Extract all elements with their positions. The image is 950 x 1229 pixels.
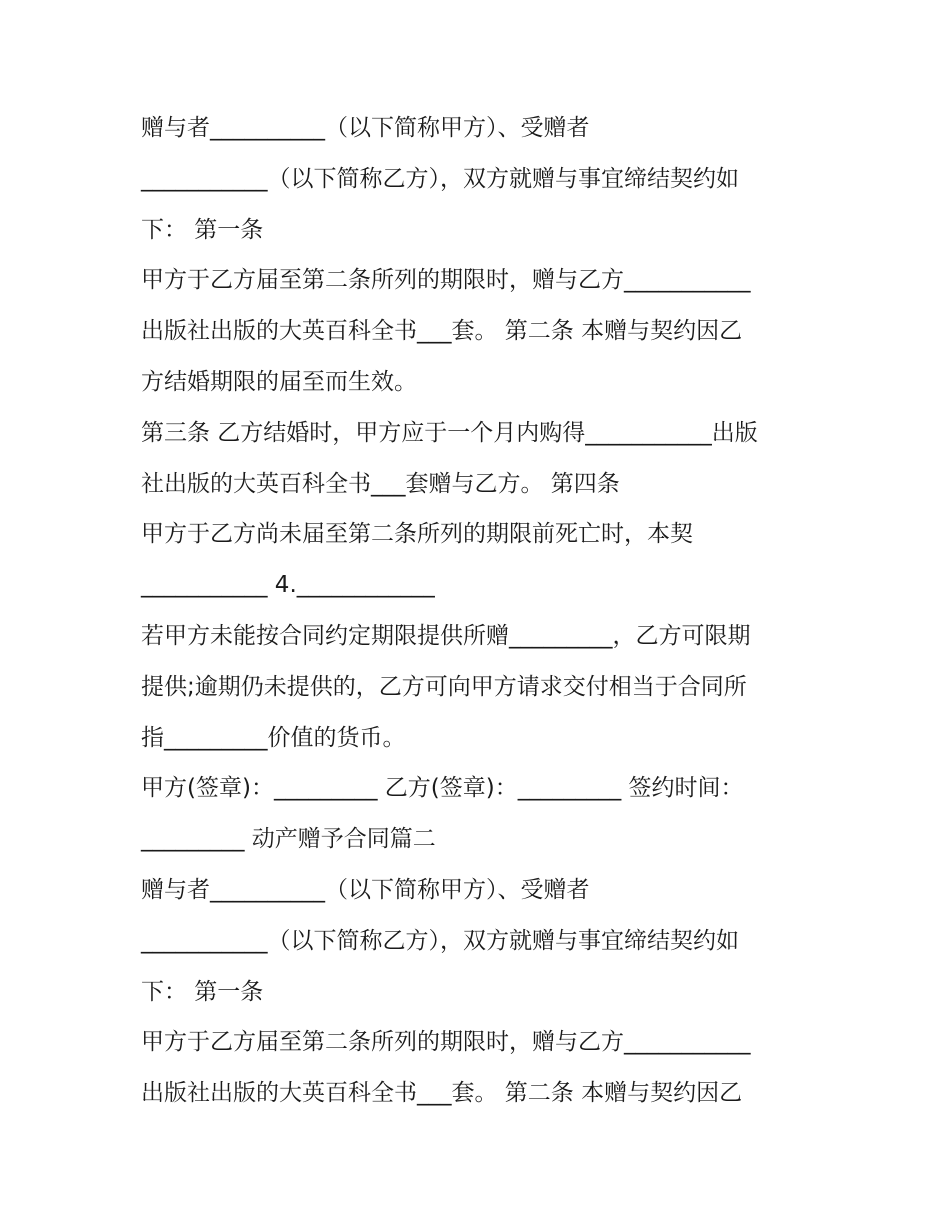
text-line: 指_________价值的货币。 bbox=[141, 724, 406, 751]
text-line: _________ 动产赠予合同篇二 bbox=[141, 826, 436, 853]
text-line: 第三条 乙方结婚时，甲方应于一个月内购得___________出版 bbox=[141, 419, 758, 446]
text-line: 出版社出版的大英百科全书___套。 第二条 本赠与契约因乙 bbox=[141, 1080, 743, 1107]
text-line: ___________ 4.____________ bbox=[141, 572, 435, 599]
text-line: 方结婚期限的届至而生效。 bbox=[141, 368, 417, 395]
text-line: 赠与者__________（以下简称甲方）、受赠者 bbox=[141, 876, 590, 903]
text-line: 若甲方未能按合同约定期限提供所赠_________，乙方可限期 bbox=[141, 622, 751, 649]
text-line: 下： 第一条 bbox=[141, 978, 264, 1005]
text-line: 下： 第一条 bbox=[141, 216, 264, 243]
text-line: 甲方于乙方届至第二条所列的期限时，赠与乙方___________ bbox=[141, 1029, 751, 1056]
text-line: 甲方于乙方届至第二条所列的期限时，赠与乙方___________ bbox=[141, 267, 751, 294]
text-line: 社出版的大英百科全书___套赠与乙方。 第四条 bbox=[141, 470, 620, 497]
text-line: ___________（以下简称乙方），双方就赠与事宜缔结契约如 bbox=[141, 927, 739, 954]
text-line: 甲方于乙方尚未届至第二条所列的期限前死亡时，本契 bbox=[141, 521, 693, 548]
text-line: 出版社出版的大英百科全书___套。 第二条 本赠与契约因乙 bbox=[141, 318, 743, 345]
text-line: 甲方(签章)：_________ 乙方(签章)：_________ 签约时间： bbox=[141, 775, 744, 802]
text-line: ___________（以下简称乙方），双方就赠与事宜缔结契约如 bbox=[141, 165, 739, 192]
text-line: 赠与者__________（以下简称甲方）、受赠者 bbox=[141, 115, 590, 141]
contract-text bbox=[141, 103, 821, 1119]
text-line: 提供;逾期仍未提供的，乙方可向甲方请求交付相当于合同所 bbox=[141, 673, 747, 700]
